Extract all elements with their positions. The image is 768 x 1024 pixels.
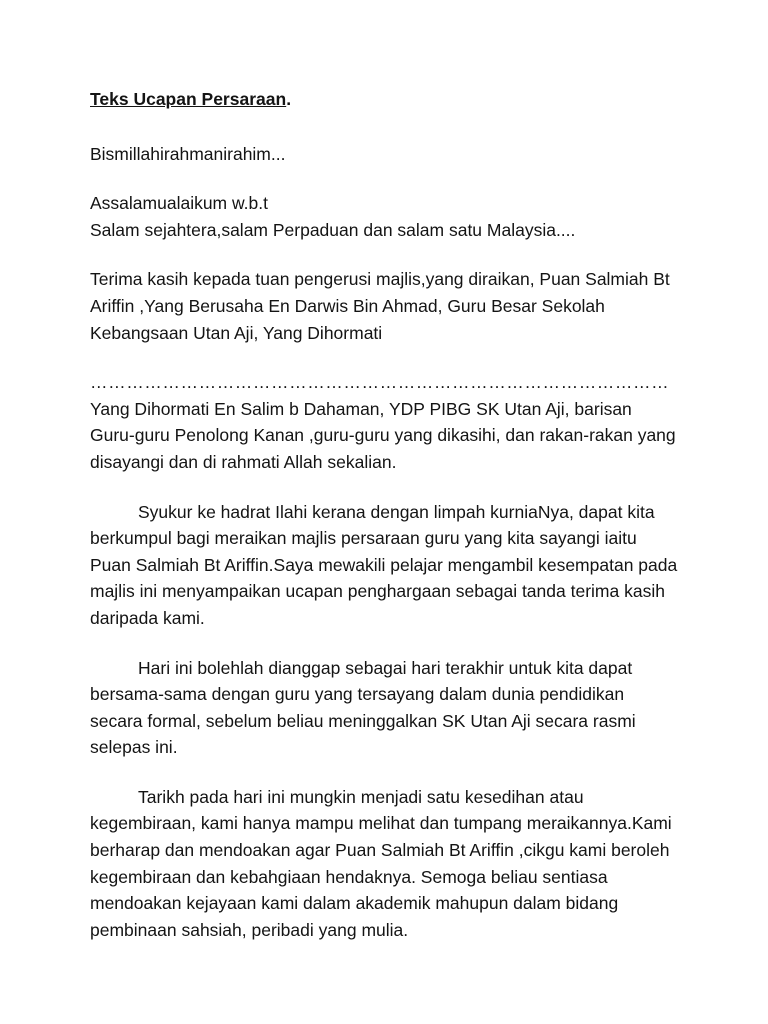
document-body: [90, 86, 680, 943]
paragraph-salam-line-2: Salam sejahtera,salam Perpaduan dan salam satu Malaysia....: [90, 219, 576, 240]
document-title-text: Teks Ucapan Persaraan: [90, 89, 287, 109]
paragraph-hari-ini: Hari ini bolehlah dianggap sebagai hari terakhir untuk kita dapat bersama-sama dengan guru yang tersayang dalam dunia pendidikan secara formal, sebelum beliau meninggalkan SK Utan Aji secara rasmi selepas ini.: [90, 657, 636, 758]
paragraph-terima-kasih: Terima kasih kepada tuan pengerusi majlis,yang diraikan, Puan Salmiah Bt Ariffin ,Yang Berusaha En Darwis Bin Ahmad, Guru Besar Sekolah Kebangsaan Utan Aji, Yang Dihormati: [90, 269, 670, 343]
paragraph-syukur: Syukur ke hadrat Ilahi kerana dengan limpah kurniaNya, dapat kita berkumpul bagi meraikan majlis persaraan guru yang kita sayangi iaitu Puan Salmiah Bt Ariffin.Saya mewakili pelajar mengambil kesempatan pada majlis ini menyampaikan ucapan penghargaan sebagai tanda terima kasih daripada kami.: [90, 501, 678, 628]
document-title-period: .: [286, 89, 292, 109]
paragraph-salam-line-1: Assalamualaikum w.b.t: [90, 193, 268, 214]
paragraph-yang-dihormati: Yang Dihormati En Salim b Dahaman, YDP PIBG SK Utan Aji, barisan Guru-guru Penolong Kanan ,guru-guru yang dikasihi, dan rakan-rakan yang disayangi dan di rahmati Allah sekalian.: [90, 398, 676, 472]
document-title: [90, 86, 680, 113]
dotted-separator: ……………………………………………………………………………………: [90, 372, 670, 393]
paragraph-tarikh: Tarikh pada hari ini mungkin menjadi satu kesedihan atau kegembiraan, kami hanya mampu melihat dan tumpang meraikannya.Kami berharap dan mendoakan agar Puan Salmiah Bt Ariffin ,cikgu kami beroleh kegembiraan dan kebahgiaan hendaknya. Semoga beliau sentiasa mendoakan kejayaan kami dalam akademik mahupun dalam bidang pembinaan sahsiah, peribadi yang mulia.: [90, 786, 672, 940]
paragraph-bismillah: Bismillahirahmanirahim...: [90, 143, 286, 164]
